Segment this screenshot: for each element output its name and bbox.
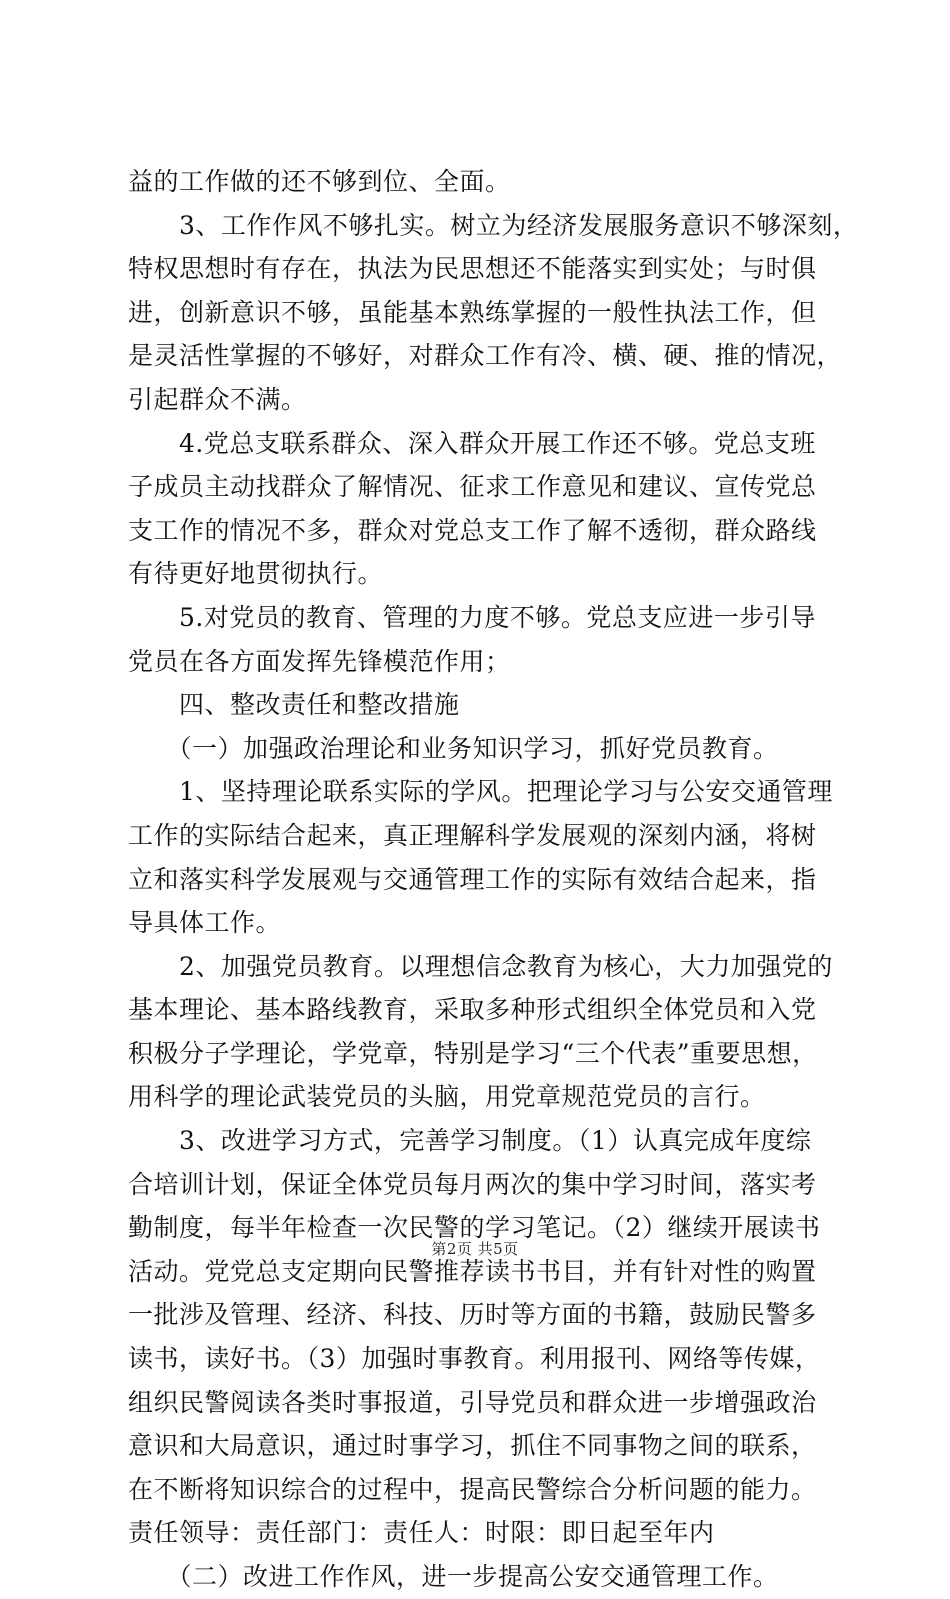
text-line: 活动。党党总支定期向民警推荐读书书目，并有针对性的购置 (128, 1256, 817, 1286)
text-line: 进，创新意识不够，虽能基本熟练掌握的一般性执法工作，但 (128, 297, 817, 327)
subsection-heading: （二）改进工作作风，进一步提高公安交通管理工作。 (128, 1562, 779, 1591)
text-line: 子成员主动找群众了解情况、征求工作意见和建议、宣传党总 (128, 472, 817, 502)
text-line: 益的工作做的还不够到位、全面。 (128, 167, 511, 196)
text-line: 3、改进学习方式，完善学习制度。（1）认真完成年度综 (128, 1126, 812, 1156)
text-line: 积极分子学理论，学党章，特别是学习“三个代表”重要思想， (128, 1038, 818, 1068)
text-line: 特权思想时有存在，执法为民思想还不能落实到实处；与时俱 (128, 254, 817, 284)
text-line: 勤制度，每半年检查一次民警的学习笔记。（2）继续开展读书 (128, 1213, 821, 1243)
text-line: 4.党总支联系群众、深入群众开展工作还不够。党总支班 (128, 428, 816, 458)
text-line: 有待更好地贯彻执行。 (128, 559, 384, 589)
text-line: 用科学的理论武装党员的头脑，用党章规范党员的言行。 (128, 1082, 766, 1112)
text-line: 立和落实科学发展观与交通管理工作的实际有效结合起来，指 (128, 864, 817, 894)
text-line: 党员在各方面发挥先锋模范作用； (128, 646, 511, 676)
subsection-heading: （一）加强政治理论和业务知识学习，抓好党员教育。 (128, 733, 779, 763)
text-line: 是灵活性掌握的不够好，对群众工作有冷、横、硬、推的情况， (128, 341, 843, 371)
responsibility-line: 责任领导：责任部门：责任人：时限：即日起至年内 (128, 1518, 715, 1548)
text-line: 一批涉及管理、经济、科技、历时等方面的书籍，鼓励民警多 (128, 1300, 817, 1330)
text-line: 基本理论、基本路线教育，采取多种形式组织全体党员和入党 (128, 995, 817, 1025)
text-line: 工作的实际结合起来，真正理解科学发展观的深刻内涵，将树 (128, 820, 817, 850)
text-line: 在不断将知识综合的过程中，提高民警综合分析问题的能力。 (128, 1474, 817, 1504)
text-line: 3、工作作风不够扎实。树立为经济发展服务意识不够深刻， (128, 210, 859, 240)
text-line: 导具体工作。 (128, 908, 282, 938)
text-line: 合培训计划，保证全体党员每月两次的集中学习时间，落实考 (128, 1169, 817, 1199)
text-line: 支工作的情况不多，群众对党总支工作了解不透彻，群众路线 (128, 515, 817, 545)
document-body (128, 160, 859, 1599)
text-line: 1、坚持理论联系实际的学风。把理论学习与公安交通管理 (128, 777, 833, 807)
section-heading: 四、整改责任和整改措施 (128, 690, 460, 720)
text-line: 5.对党员的教育、管理的力度不够。党总支应进一步引导 (128, 602, 816, 632)
text-line: 意识和大局意识，通过时事学习，抓住不同事物之间的联系， (128, 1431, 817, 1461)
text-line: 组织民警阅读各类时事报道，引导党员和群众进一步增强政治 (128, 1387, 817, 1417)
text-line: 2、加强党员教育。以理想信念教育为核心，大力加强党的 (128, 951, 833, 981)
text-line: 读书，读好书。（3）加强时事教育。利用报刊、网络等传媒， (128, 1344, 821, 1374)
text-line: 引起群众不满。 (128, 384, 307, 414)
page-number-footer: 第2页 共5页 (431, 1240, 519, 1258)
